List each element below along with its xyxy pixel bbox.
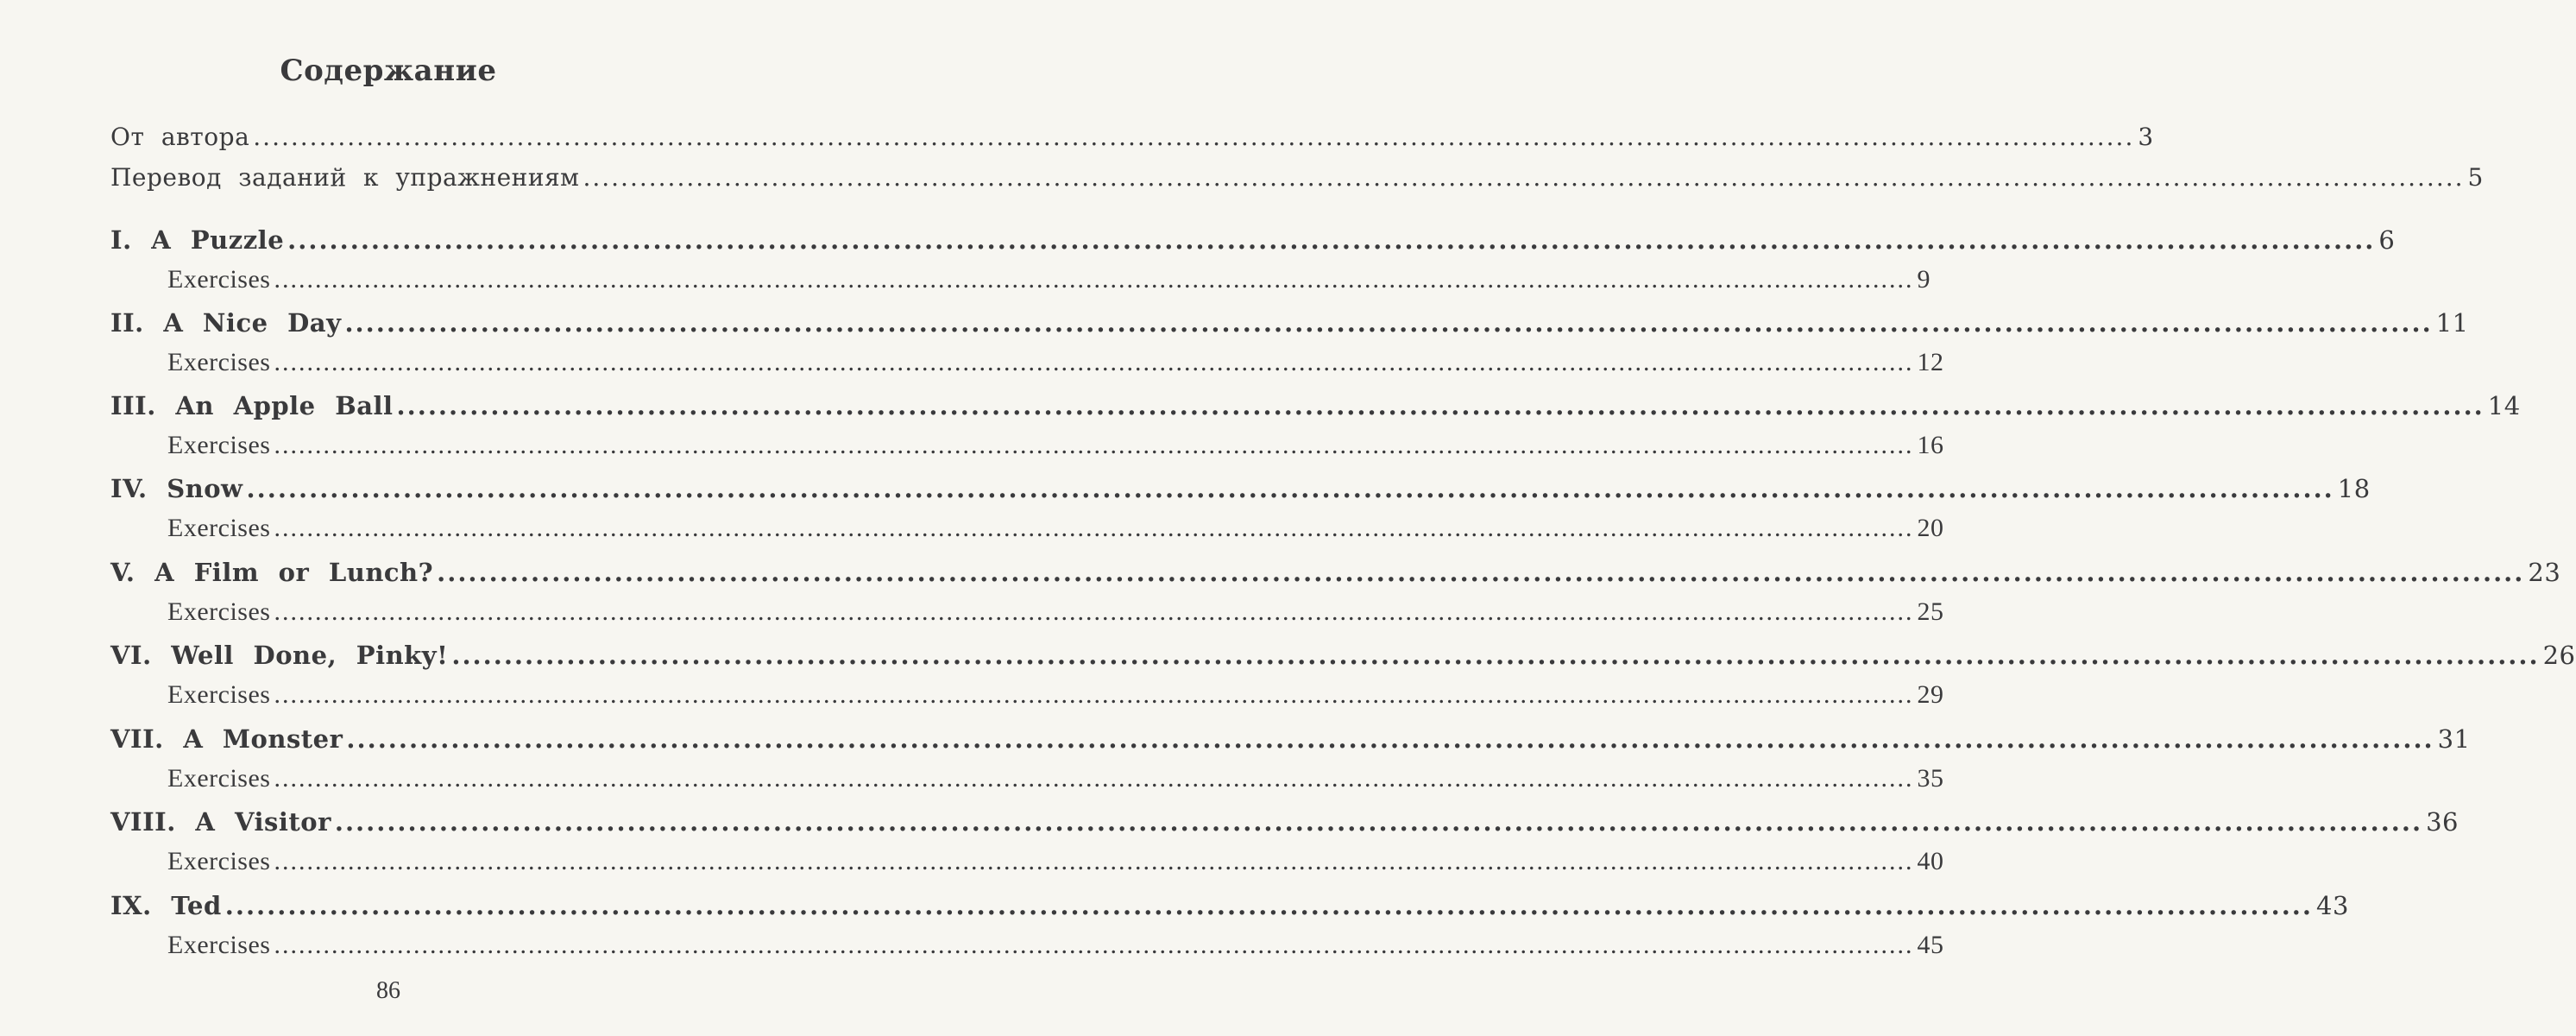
toc-entry-page: 25: [1917, 597, 1944, 626]
toc-entry-label: IX. Ted: [110, 891, 222, 920]
dot-leader: ........................................................................................................................................................................................................: [274, 265, 1914, 294]
page-number: 86: [376, 977, 400, 1004]
dot-leader: ........................................................................................................................................................................................................: [274, 348, 1914, 376]
toc-entry-page: 16: [1917, 431, 1944, 459]
toc-entry-page: 45: [1917, 931, 1944, 959]
toc-chapter-entry: [110, 471, 2371, 506]
toc-entry-page: 23: [2528, 558, 2561, 587]
toc-exercise-entry: [167, 761, 1944, 796]
toc-entry-page: 29: [1917, 680, 1944, 709]
toc-entry-page: 26: [2542, 641, 2576, 670]
page-title: Содержание: [280, 54, 497, 88]
dot-leader: ........................................................................................................................................................................................................: [274, 680, 1914, 709]
toc-exercise-entry: [167, 678, 1944, 712]
toc-entry: [110, 120, 2154, 155]
toc-exercise-entry: [167, 511, 1944, 546]
toc-entry-page: 43: [2316, 891, 2349, 920]
dot-leader: ........................................................................................................................................................................................................: [246, 474, 2334, 503]
dot-leader: ........................................................................................................................................................................................................: [274, 431, 1914, 459]
toc-entry-label: Exercises: [167, 514, 271, 542]
toc-entry-label: Перевод заданий к упражнениям: [110, 163, 580, 192]
toc-chapter-entry: [110, 722, 2471, 756]
toc-entry-label: III. An Apple Ball: [110, 391, 394, 420]
toc-entry-page: 11: [2435, 308, 2469, 338]
dot-leader: ........................................................................................................................................................................................................: [437, 558, 2525, 587]
dot-leader: ........................................................................................................................................................................................................: [346, 724, 2434, 754]
toc-entry-page: 20: [1917, 514, 1944, 542]
dot-leader: ........................................................................................................................................................................................................: [274, 764, 1914, 793]
toc-entry-label: Exercises: [167, 680, 271, 709]
toc-entry-label: IV. Snow: [110, 474, 243, 503]
toc-exercise-entry: [167, 428, 1944, 463]
toc-entry-label: VIII. A Visitor: [110, 807, 331, 837]
dot-leader: ........................................................................................................................................................................................................: [287, 225, 2376, 255]
dot-leader: ........................................................................................................................................................................................................: [583, 163, 2465, 192]
toc-entry-label: Exercises: [167, 431, 271, 459]
toc-chapter-entry: [110, 306, 2469, 340]
dot-leader: ........................................................................................................................................................................................................: [224, 891, 2313, 920]
toc-entry-label: Exercises: [167, 931, 271, 959]
toc-entry: [110, 161, 2484, 195]
toc-entry-page: 12: [1917, 348, 1944, 376]
toc-entry-label: Exercises: [167, 348, 271, 376]
dot-leader: ........................................................................................................................................................................................................: [253, 123, 2135, 151]
toc-entry-label: I. A Puzzle: [110, 225, 285, 255]
toc-entry-page: 31: [2437, 724, 2471, 754]
toc-entry-page: 5: [2467, 163, 2484, 192]
toc-entry-page: 40: [1917, 847, 1944, 875]
toc-entry-label: VI. Well Done, Pinky!: [110, 641, 449, 670]
toc-entry-page: 14: [2487, 391, 2521, 420]
toc-entry-label: Exercises: [167, 265, 271, 294]
toc-entry-label: V. A Film or Lunch?: [110, 558, 434, 587]
toc-exercise-entry: [167, 928, 1944, 963]
toc-chapter-entry: [110, 223, 2396, 257]
toc-entry-label: Exercises: [167, 764, 271, 793]
toc-chapter-entry: [110, 555, 2561, 590]
toc-chapter-entry: [110, 388, 2521, 423]
toc-chapter-entry: [110, 888, 2349, 923]
toc-entry-page: 18: [2337, 474, 2371, 503]
toc-entry-label: От автора: [110, 123, 250, 151]
dot-leader: ........................................................................................................................................................................................................: [274, 514, 1914, 542]
toc-entry-label: II. A Nice Day: [110, 308, 342, 338]
dot-leader: ........................................................................................................................................................................................................: [274, 597, 1914, 626]
dot-leader: ........................................................................................................................................................................................................: [344, 308, 2433, 338]
toc-entry-label: Exercises: [167, 597, 271, 626]
dot-leader: ........................................................................................................................................................................................................: [396, 391, 2485, 420]
toc-entry-page: 35: [1917, 764, 1944, 793]
toc-entry-page: 3: [2138, 123, 2154, 151]
toc-exercise-entry: [167, 595, 1944, 629]
toc-exercise-entry: [167, 844, 1944, 879]
toc-exercise-entry: [167, 345, 1944, 380]
toc-entry-label: VII. A Monster: [110, 724, 343, 754]
toc-chapter-entry: [110, 805, 2459, 839]
dot-leader: ........................................................................................................................................................................................................: [451, 641, 2540, 670]
toc-entry-page: 6: [2378, 225, 2396, 255]
dot-leader: ........................................................................................................................................................................................................: [334, 807, 2423, 837]
toc-entry-page: 36: [2426, 807, 2459, 837]
dot-leader: ........................................................................................................................................................................................................: [274, 931, 1914, 959]
dot-leader: ........................................................................................................................................................................................................: [274, 847, 1914, 875]
toc-exercise-entry: [167, 262, 1930, 297]
toc-chapter-entry: [110, 638, 2576, 673]
toc-entry-label: Exercises: [167, 847, 271, 875]
toc-entry-page: 9: [1917, 265, 1930, 294]
